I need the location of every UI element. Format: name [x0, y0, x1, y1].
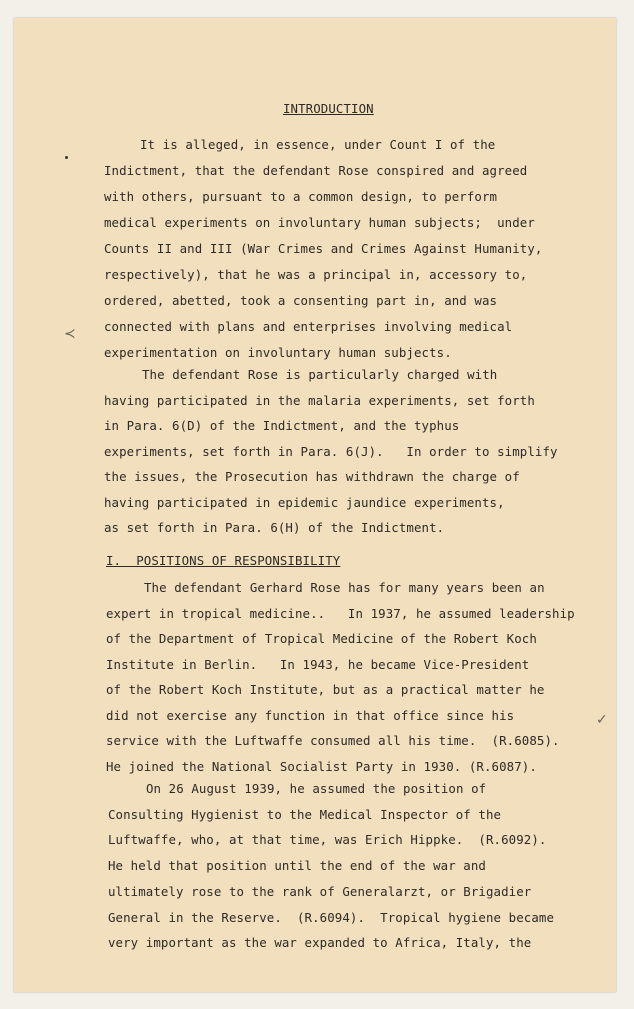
- text-line: He joined the National Socialist Party in 1930. (R.6087).: [106, 758, 537, 774]
- text-line: experimentation on involuntary human subjects.: [104, 345, 452, 360]
- text-line: with others, pursuant to a common design, to perform: [104, 189, 498, 204]
- text-line: as set forth in Para. 6(H) of the Indictment.: [104, 520, 445, 535]
- text-line: respectively), that he was a principal in, accessory to,: [104, 267, 528, 282]
- text-line: Consulting Hygienist to the Medical Inspector of the: [108, 806, 502, 822]
- text-line: did not exercise any function in that office since his: [106, 707, 515, 723]
- ink-dot: [65, 156, 68, 159]
- section-heading: I. POSITIONS OF RESPONSIBILITY: [106, 553, 341, 568]
- text-line: It is alleged, in essence, under Count I of the: [140, 137, 496, 152]
- text-line: of the Department of Tropical Medicine of the Robert Koch: [106, 631, 537, 646]
- text-line: service with the Luftwaffe consumed all his time. (R.6085).: [106, 733, 560, 748]
- text-line: the issues, the Prosecution has withdrawn the charge of: [104, 469, 520, 484]
- margin-mark-icon: ≺: [64, 326, 76, 342]
- text-line: having participated in epidemic jaundice experiments,: [104, 494, 505, 510]
- text-line: having participated in the malaria experiments, set forth: [104, 392, 535, 408]
- text-line: Indictment, that the defendant Rose conspired and agreed: [104, 163, 528, 178]
- text-line: Institute in Berlin. In 1943, he became Vice-President: [106, 656, 530, 672]
- text-line: The defendant Gerhard Rose has for many years been an: [144, 580, 545, 595]
- text-line: experiments, set forth in Para. 6(J). In order to simplify: [104, 443, 558, 459]
- page-title: INTRODUCTION: [283, 101, 374, 116]
- text-line: in Para. 6(D) of the Indictment, and the typhus: [104, 418, 460, 433]
- text-line: General in the Reserve. (R.6094). Tropical hygiene became: [108, 909, 555, 925]
- text-line: connected with plans and enterprises involving medical: [104, 319, 513, 334]
- text-line: ultimately rose to the rank of Generalarzt, or Brigadier: [108, 883, 532, 899]
- text-line: Counts II and III (War Crimes and Crimes Against Humanity,: [104, 241, 543, 256]
- checkmark-icon: ✓: [596, 712, 608, 728]
- text-line: The defendant Rose is particularly charged with: [142, 367, 498, 382]
- text-line: medical experiments on involuntary human subjects; under: [104, 215, 535, 230]
- text-line: ordered, abetted, took a consenting part in, and was: [104, 293, 498, 308]
- text-line: Luftwaffe, who, at that time, was Erich Hippke. (R.6092).: [108, 832, 547, 848]
- text-line: very important as the war expanded to Africa, Italy, the: [108, 935, 532, 951]
- text-line: of the Robert Koch Institute, but as a practical matter he: [106, 682, 545, 697]
- text-line: expert in tropical medicine.. In 1937, he assumed leadership: [106, 605, 575, 621]
- text-line: On 26 August 1939, he assumed the position of: [146, 781, 487, 796]
- text-line: He held that position until the end of the war and: [108, 858, 486, 874]
